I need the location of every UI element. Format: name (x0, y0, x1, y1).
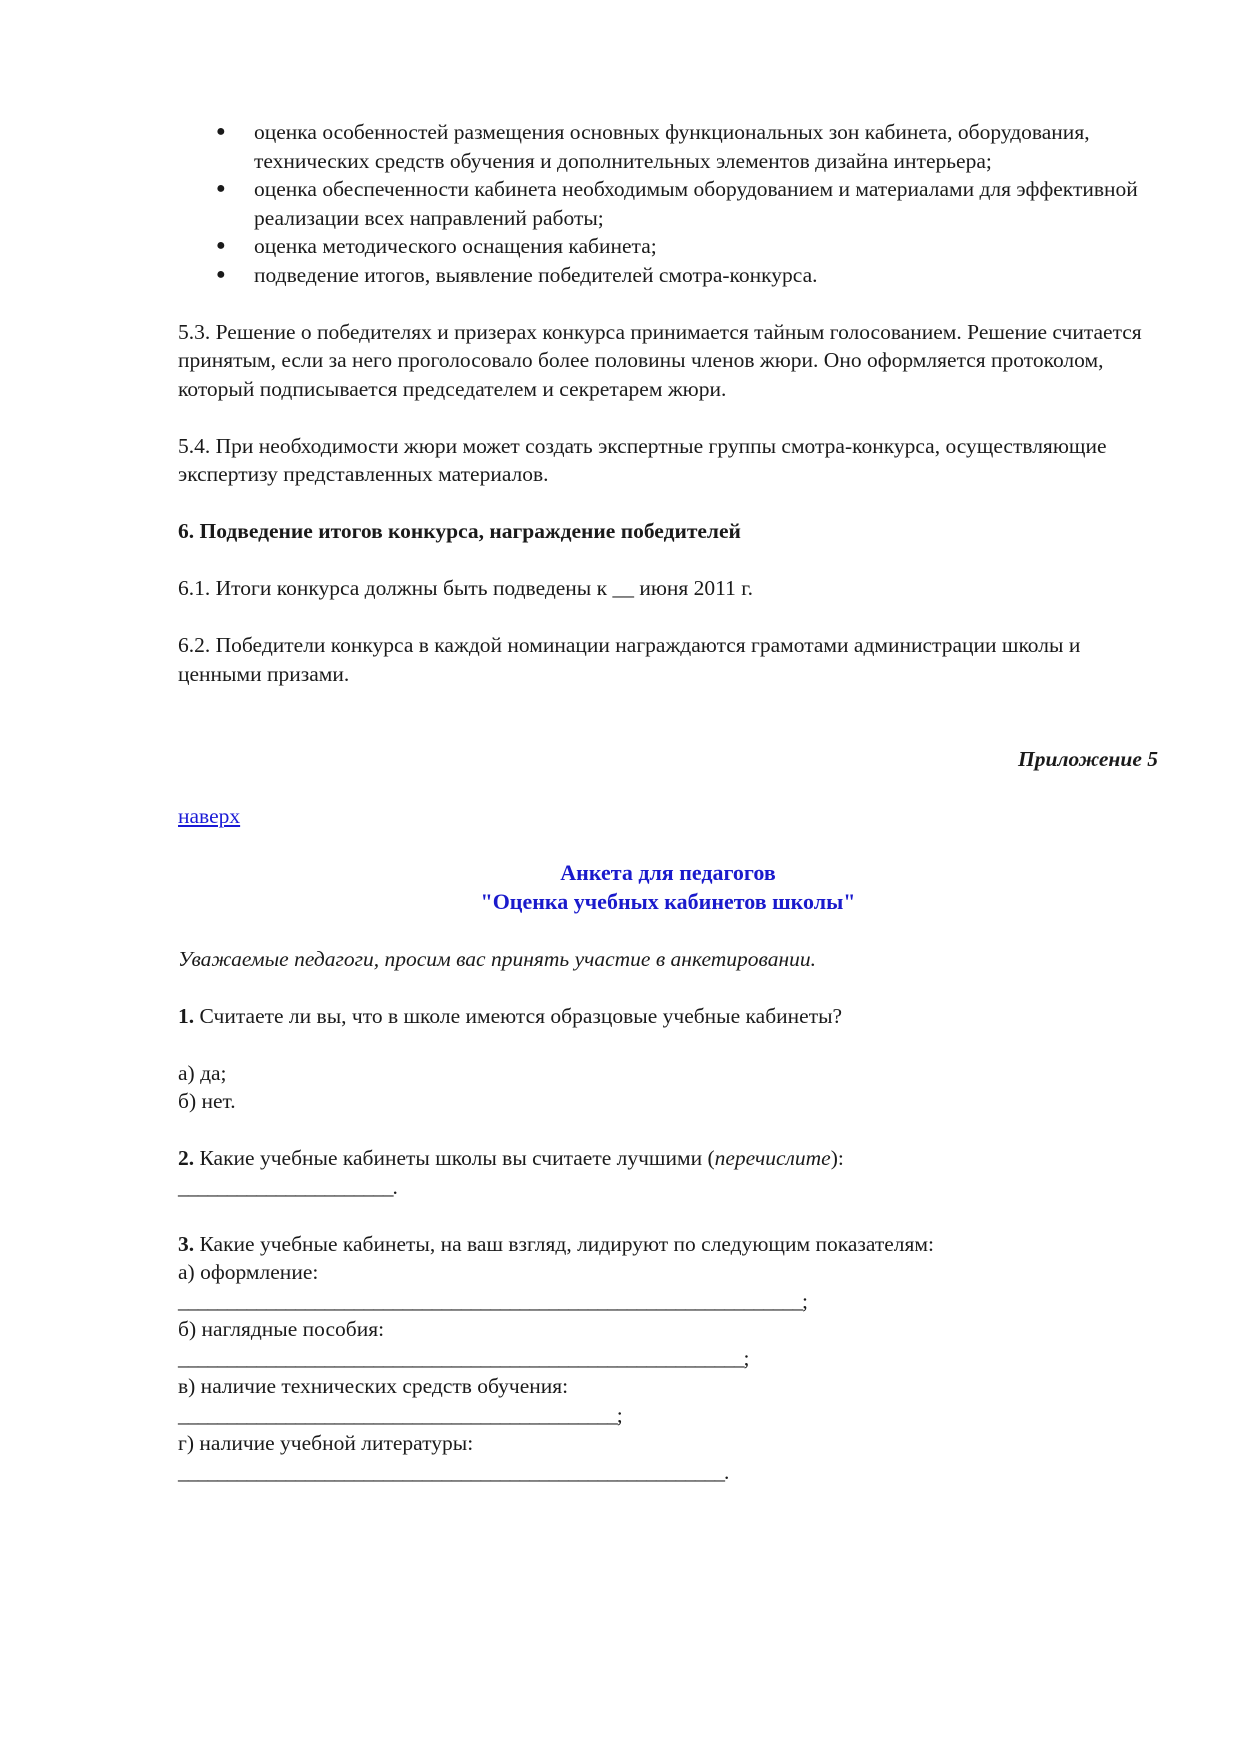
evaluation-criteria-list (178, 118, 1158, 289)
question-3-item-d: г) наличие учебной литературы: (178, 1431, 474, 1455)
survey-title-line-1: Анкета для педагогов (560, 860, 776, 885)
back-to-top-link[interactable]: наверх (178, 804, 241, 828)
paragraph-5-4: 5.4. При необходимости жюри может создать экспертные группы смотра-конкурса, осуществляющие экспертизу представленных материалов. (178, 433, 1107, 486)
question-3-item-a: а) оформление: (178, 1260, 319, 1284)
question-1: 1. Считаете ли вы, что в школе имеются образцовые учебные кабинеты? (178, 1003, 843, 1028)
question-3-item-a-blank: ________________________________________________________________; (178, 1288, 807, 1313)
appendix-label: Приложение 5 (1018, 747, 1158, 771)
question-2-answer-blank: ______________________. (178, 1174, 397, 1199)
question-2: 2. Какие учебные кабинеты школы вы считаете лучшими (перечислите): (178, 1146, 844, 1170)
paragraph-5-3: 5.3. Решение о победителях и призерах конкурса принимается тайным голосованием. Решение считается принятым, если за него проголосовало более половины членов жюри. Оно оформляется протоколом, который подписывается председателем и секретарем жюри. (178, 319, 1142, 401)
bullet-icon: ● (216, 123, 226, 140)
question-3: 3. Какие учебные кабинеты, на ваш взгляд, лидируют по следующим показателям: (178, 1231, 935, 1256)
paragraph-6-2: 6.2. Победители конкурса в каждой номинации награждаются грамотами администрации школы и ценными призами. (178, 633, 1081, 686)
list-item: ● оценка обеспеченности кабинета необходимым оборудованием и материалами для эффективной реализации всех направлений работы; (216, 177, 1138, 230)
question-1-option-a: а) да; (178, 1060, 227, 1085)
survey-intro: Уважаемые педагоги, просим вас принять участие в анкетировании. (178, 946, 817, 971)
list-item: ● подведение итогов, выявление победителей смотра-конкурса. (178, 261, 1158, 290)
bullet-icon: ● (216, 180, 226, 197)
question-3-item-c: в) наличие технических средств обучения: (178, 1374, 569, 1398)
question-3-item-d-blank: ________________________________________________________. (178, 1459, 729, 1484)
question-3-item-c-blank: _____________________________________________; (178, 1402, 622, 1427)
list-item: ● оценка особенностей размещения основных функциональных зон кабинета, оборудования, технических средств обучения и дополнительных элементов дизайна интерьера; (216, 120, 1090, 173)
section-6-heading: 6. Подведение итогов конкурса, награждение победителей (178, 519, 741, 543)
survey-title-line-2: "Оценка учебных кабинетов школы" (480, 888, 856, 914)
bullet-icon: ● (216, 265, 226, 283)
question-3-item-b: б) наглядные пособия: (178, 1317, 385, 1341)
document-page (178, 118, 1158, 1486)
paragraph-6-1: 6.1. Итоги конкурса должны быть подведены к __ июня 2011 г. (178, 576, 754, 600)
bullet-icon: ● (216, 237, 226, 254)
list-item: ● оценка методического оснащения кабинета; (178, 232, 1158, 261)
question-1-option-b: б) нет. (178, 1089, 236, 1113)
question-3-item-b-blank: __________________________________________________________; (178, 1345, 749, 1370)
